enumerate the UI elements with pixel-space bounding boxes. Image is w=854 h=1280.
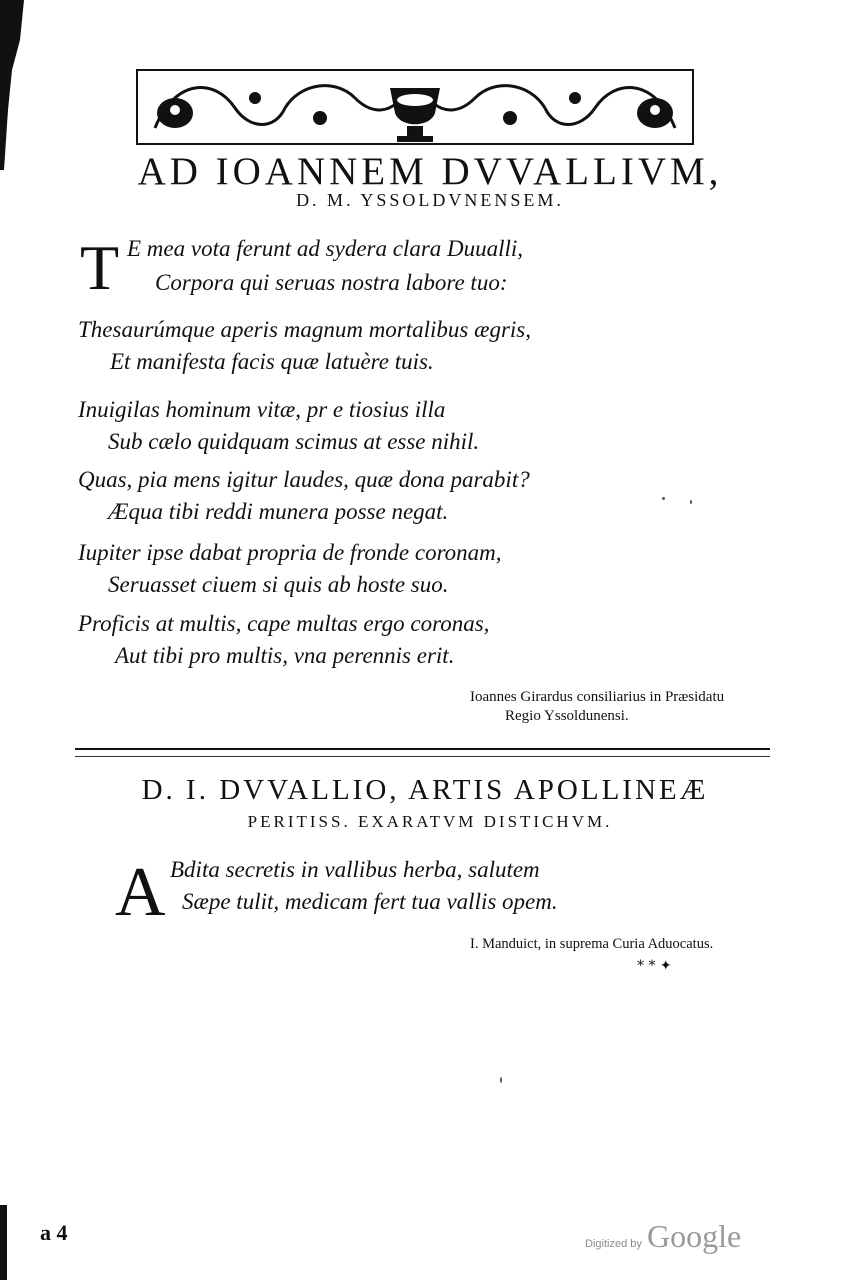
verse-line: Seruasset ciuem si quis ab hoste suo. bbox=[108, 572, 449, 597]
verse-line: E mea vota ferunt ad sydera clara Duualli, bbox=[127, 236, 524, 261]
drop-cap: A bbox=[115, 854, 166, 931]
ink-speck bbox=[662, 497, 665, 500]
verse-line: Æqua tibi reddi munera posse negat. bbox=[108, 499, 449, 524]
google-logo: Google bbox=[646, 1218, 742, 1254]
signature-mark: a 4 bbox=[40, 1220, 68, 1245]
signature-line: Regio Yssoldunensi. bbox=[505, 708, 629, 724]
verse-line: Iupiter ipse dabat propria de fronde coronam, bbox=[78, 540, 502, 565]
verse-line: Proficis at multis, cape multas ergo coronas, bbox=[78, 611, 490, 636]
verse-line: Corpora qui seruas nostra labore tuo: bbox=[155, 270, 508, 295]
verse-line: Sæpe tulit, medicam fert tua vallis opem. bbox=[182, 889, 558, 914]
drop-cap: T bbox=[80, 232, 120, 303]
signature-line: I. Manduict, in suprema Curia Aduocatus. bbox=[470, 936, 714, 952]
verse-line: Quas, pia mens igitur laudes, quæ dona parabit? bbox=[78, 467, 530, 492]
verse-line: Sub cælo quidquam scimus at esse nihil. bbox=[108, 429, 480, 454]
asterism: * * ✦ bbox=[637, 958, 672, 974]
verse-line: Et manifesta facis quæ latuère tuis. bbox=[110, 349, 434, 374]
poem-title: D. I. DVVALLIO, ARTIS APOLLINEÆ bbox=[141, 774, 709, 806]
ink-speck bbox=[690, 500, 692, 504]
digitized-watermark bbox=[585, 1218, 741, 1264]
poem-subtitle: D. M. YSSOLDVNENSEM. bbox=[296, 190, 564, 210]
verse-line: Aut tibi pro multis, vna perennis erit. bbox=[115, 643, 455, 668]
headpiece-ornament bbox=[135, 68, 695, 146]
section-divider bbox=[75, 748, 770, 757]
poem-subtitle: PERITISS. EXARATVM DISTICHVM. bbox=[247, 812, 613, 831]
watermark-text: Digitized by bbox=[585, 1238, 642, 1250]
signature-line: Ioannes Girardus consiliarius in Præsidatu bbox=[470, 689, 725, 705]
verse-line: Inuigilas hominum vitæ, pr e tiosius illa bbox=[78, 397, 446, 422]
ink-speck bbox=[500, 1077, 502, 1083]
verse-line: Thesaurúmque aperis magnum mortalibus ægris, bbox=[78, 317, 532, 342]
poem-title: AD IOANNEM DVVALLIVM, bbox=[137, 150, 723, 193]
scan-edge bbox=[0, 0, 28, 1280]
verse-line: Bdita secretis in vallibus herba, salutem bbox=[170, 857, 540, 882]
